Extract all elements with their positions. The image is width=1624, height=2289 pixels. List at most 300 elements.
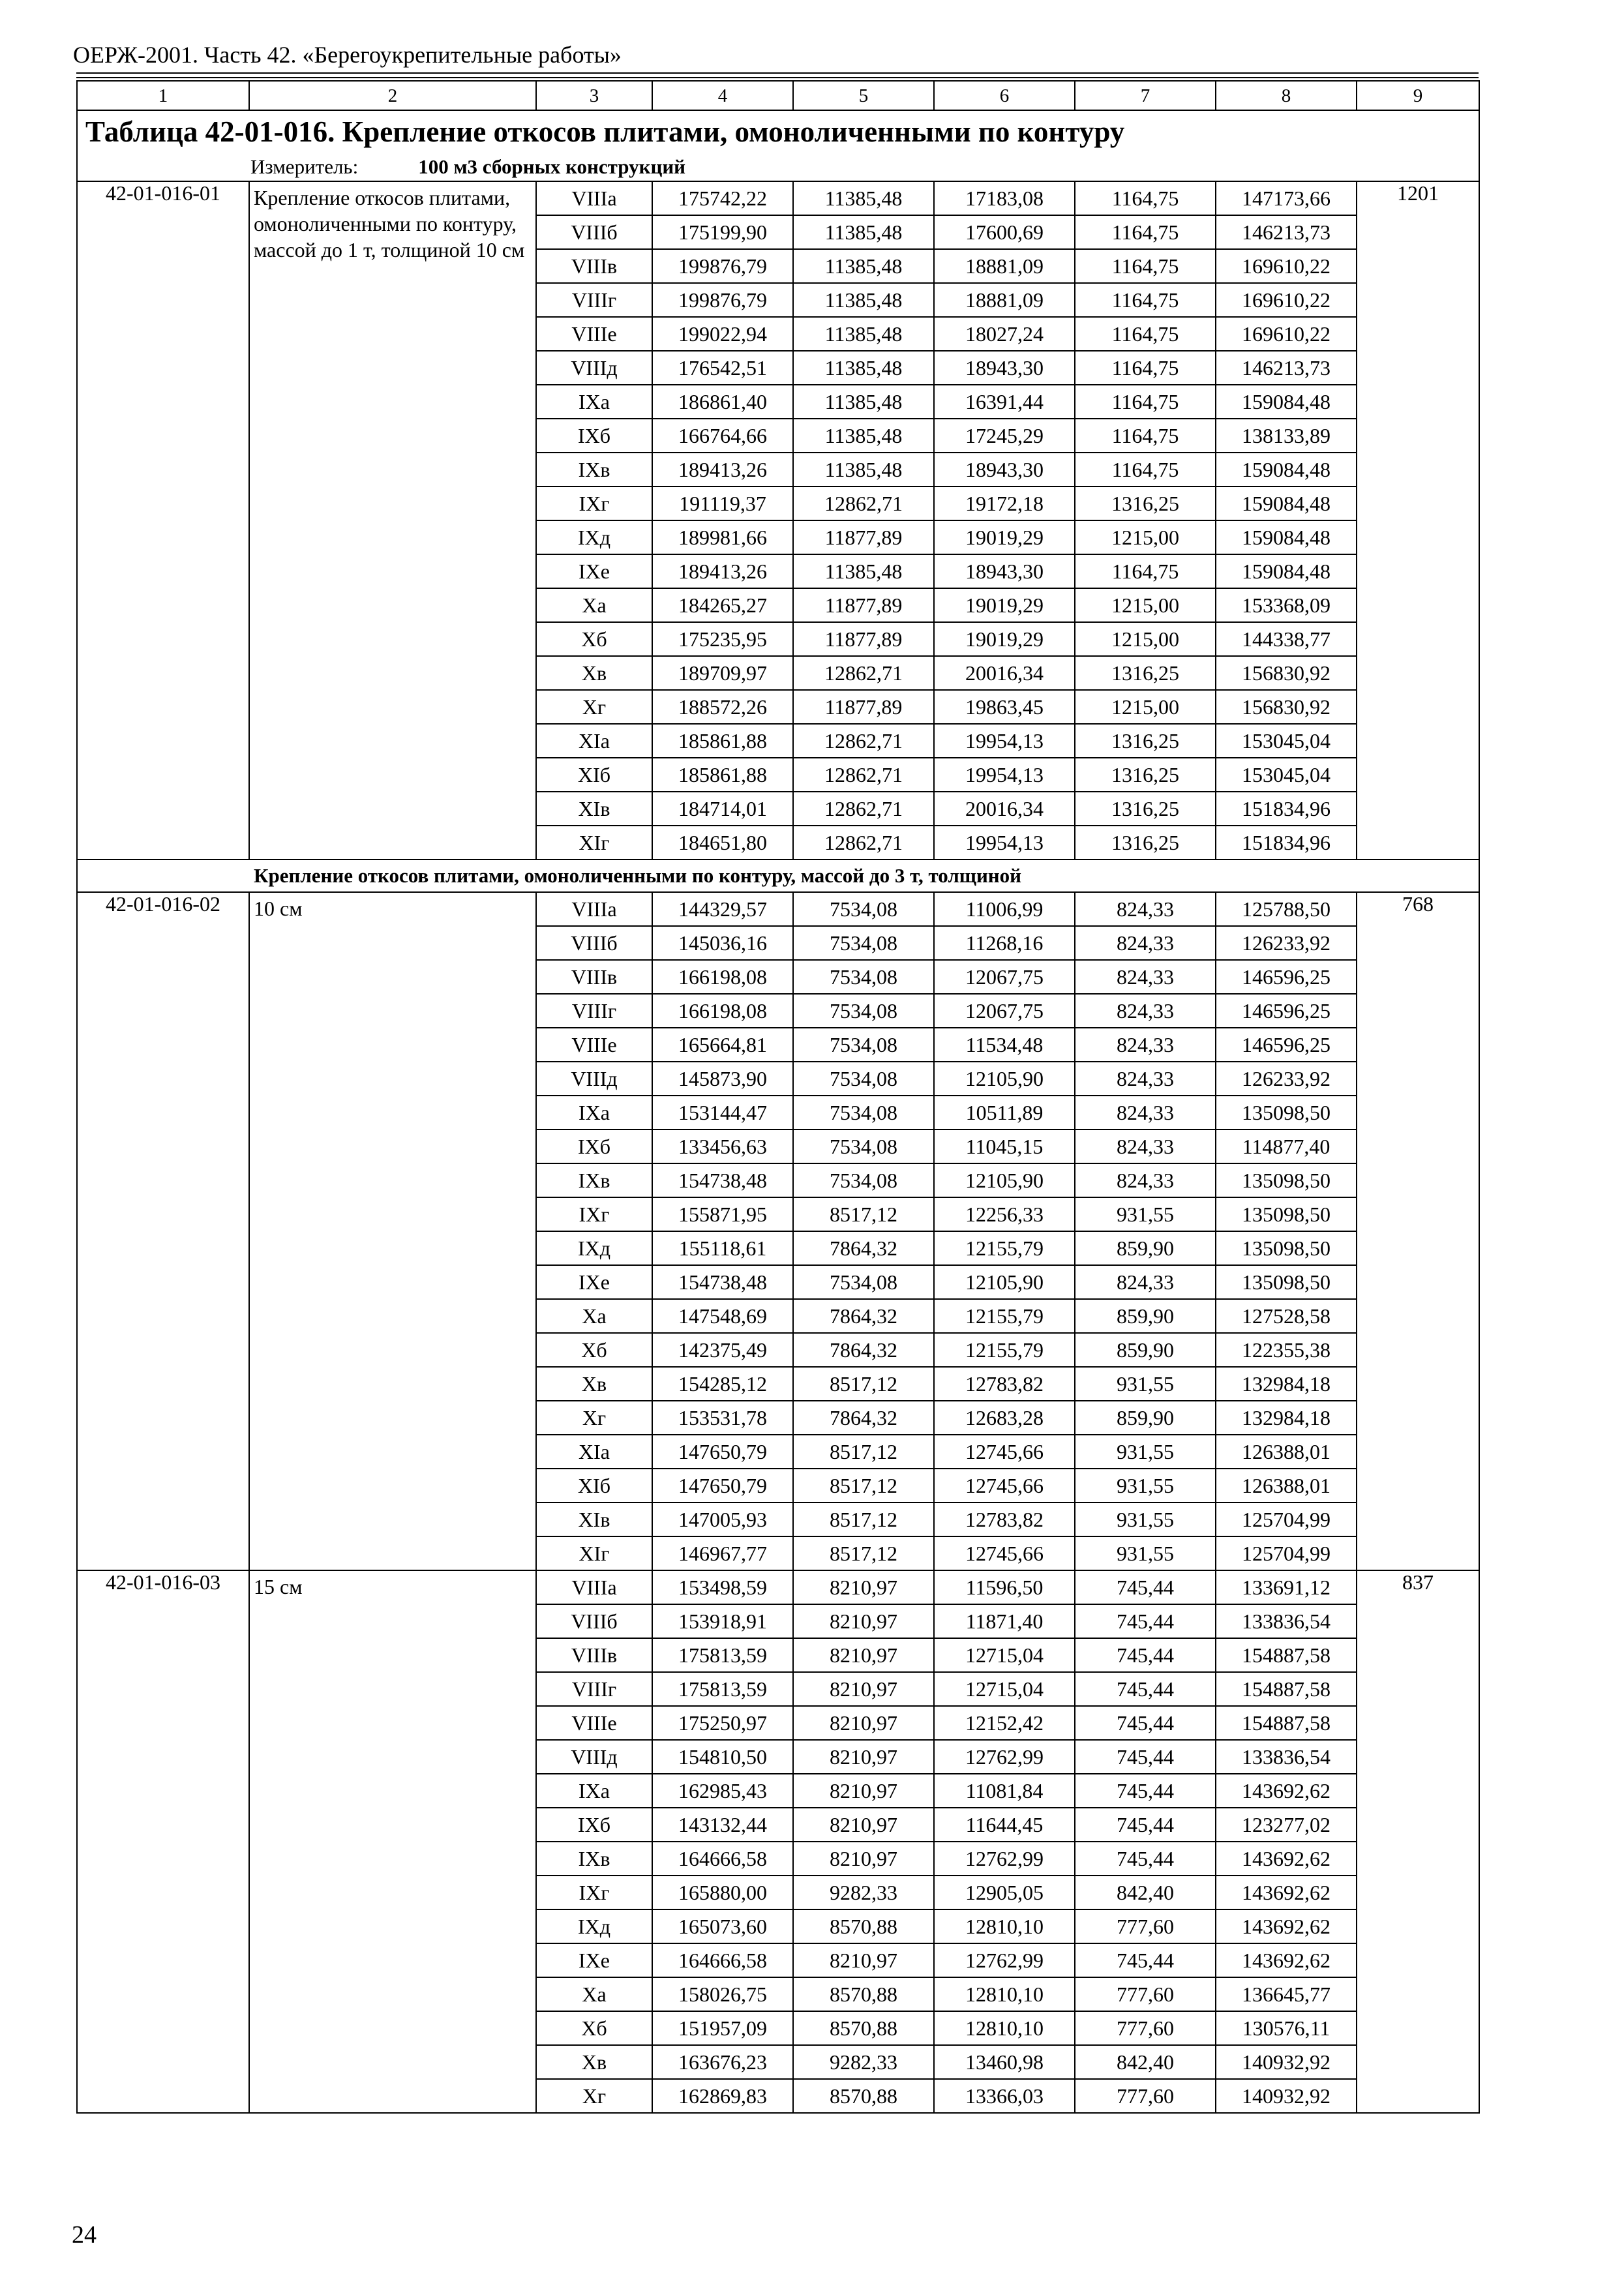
value-cell: 191119,37 — [652, 486, 793, 520]
value-cell: 859,90 — [1075, 1401, 1216, 1435]
value-cell: 824,33 — [1075, 1062, 1216, 1096]
column-number-row — [77, 81, 1479, 110]
value-cell: 842,40 — [1075, 2045, 1216, 2079]
value-cell: 175742,22 — [652, 181, 793, 215]
value-cell: 1164,75 — [1075, 453, 1216, 486]
value-cell: 133691,12 — [1216, 1570, 1357, 1604]
value-cell: 8517,12 — [793, 1367, 934, 1401]
value-cell: 143692,62 — [1216, 1943, 1357, 1977]
value-cell: 11268,16 — [934, 926, 1075, 960]
value-cell: 12783,82 — [934, 1367, 1075, 1401]
value-cell: 11385,48 — [793, 385, 934, 419]
value-cell: 824,33 — [1075, 1028, 1216, 1062]
value-cell: 824,33 — [1075, 926, 1216, 960]
value-cell: 1316,25 — [1075, 486, 1216, 520]
value-cell: 155118,61 — [652, 1231, 793, 1265]
value-cell: 132984,18 — [1216, 1367, 1357, 1401]
value-cell: 188572,26 — [652, 690, 793, 724]
value-cell: 8517,12 — [793, 1469, 934, 1503]
zone-cell: IXб — [536, 419, 652, 453]
zone-cell: Xг — [536, 1401, 652, 1435]
section-title: Крепление откосов плитами, омоноличенными по контуру, массой до 3 т, толщиной — [77, 860, 1479, 892]
value-cell: 8210,97 — [793, 1740, 934, 1774]
value-cell: 114877,40 — [1216, 1130, 1357, 1163]
value-cell: 199876,79 — [652, 249, 793, 283]
value-cell: 8570,88 — [793, 2011, 934, 2045]
value-cell: 8210,97 — [793, 1842, 934, 1876]
value-cell: 7534,08 — [793, 1096, 934, 1130]
zone-cell: IXв — [536, 453, 652, 486]
value-cell: 8210,97 — [793, 1604, 934, 1638]
value-cell: 126233,92 — [1216, 926, 1357, 960]
value-cell: 19019,29 — [934, 520, 1075, 554]
value-cell: 142375,49 — [652, 1333, 793, 1367]
value-cell: 12862,71 — [793, 792, 934, 826]
zone-cell: IXг — [536, 1197, 652, 1231]
zone-cell: IXе — [536, 1943, 652, 1977]
value-cell: 9282,33 — [793, 2045, 934, 2079]
page-number: 24 — [72, 2221, 97, 2249]
value-cell: 125704,99 — [1216, 1536, 1357, 1570]
value-cell: 153368,09 — [1216, 588, 1357, 622]
value-cell: 143132,44 — [652, 1808, 793, 1842]
value-cell: 745,44 — [1075, 1774, 1216, 1808]
value-cell: 777,60 — [1075, 2079, 1216, 2113]
zone-cell: VIIIб — [536, 1604, 652, 1638]
value-cell: 154285,12 — [652, 1367, 793, 1401]
value-cell: 159084,48 — [1216, 520, 1357, 554]
value-cell: 1316,25 — [1075, 826, 1216, 860]
value-cell: 1316,25 — [1075, 758, 1216, 792]
value-cell: 125704,99 — [1216, 1503, 1357, 1536]
value-cell: 11045,15 — [934, 1130, 1075, 1163]
value-cell: 12256,33 — [934, 1197, 1075, 1231]
value-cell: 154887,58 — [1216, 1672, 1357, 1706]
value-cell: 175813,59 — [652, 1672, 793, 1706]
column-9-value: 1201 — [1357, 181, 1479, 860]
value-cell: 12810,10 — [934, 1977, 1075, 2011]
value-cell: 166764,66 — [652, 419, 793, 453]
value-cell: 11385,48 — [793, 554, 934, 588]
value-cell: 164666,58 — [652, 1943, 793, 1977]
value-cell: 745,44 — [1075, 1740, 1216, 1774]
zone-cell: XIв — [536, 1503, 652, 1536]
value-cell: 126233,92 — [1216, 1062, 1357, 1096]
header-rule — [76, 77, 1479, 78]
unit-value: 100 м3 сборных конструкций — [418, 155, 686, 178]
value-cell: 8517,12 — [793, 1536, 934, 1570]
value-cell: 824,33 — [1075, 960, 1216, 994]
value-cell: 7534,08 — [793, 892, 934, 926]
value-cell: 11877,89 — [793, 622, 934, 656]
value-cell: 12783,82 — [934, 1503, 1075, 1536]
value-cell: 12155,79 — [934, 1231, 1075, 1265]
value-cell: 165664,81 — [652, 1028, 793, 1062]
value-cell: 17600,69 — [934, 215, 1075, 249]
zone-cell: VIIIд — [536, 351, 652, 385]
value-cell: 931,55 — [1075, 1469, 1216, 1503]
value-cell: 136645,77 — [1216, 1977, 1357, 2011]
zone-cell: Xа — [536, 1299, 652, 1333]
zone-cell: XIб — [536, 758, 652, 792]
value-cell: 11385,48 — [793, 215, 934, 249]
zone-cell: VIIIг — [536, 1672, 652, 1706]
value-cell: 184714,01 — [652, 792, 793, 826]
value-cell: 189413,26 — [652, 453, 793, 486]
table-row — [77, 181, 1479, 215]
value-cell: 133836,54 — [1216, 1740, 1357, 1774]
value-cell: 18943,30 — [934, 554, 1075, 588]
value-cell: 154887,58 — [1216, 1638, 1357, 1672]
value-cell: 144338,77 — [1216, 622, 1357, 656]
value-cell: 125788,50 — [1216, 892, 1357, 926]
value-cell: 166198,08 — [652, 994, 793, 1028]
value-cell: 185861,88 — [652, 758, 793, 792]
value-cell: 185861,88 — [652, 724, 793, 758]
value-cell: 11877,89 — [793, 520, 934, 554]
value-cell: 1164,75 — [1075, 249, 1216, 283]
value-cell: 8210,97 — [793, 1943, 934, 1977]
value-cell: 1164,75 — [1075, 215, 1216, 249]
position-name: 15 см — [249, 1570, 536, 2113]
value-cell: 162985,43 — [652, 1774, 793, 1808]
value-cell: 132984,18 — [1216, 1401, 1357, 1435]
value-cell: 151957,09 — [652, 2011, 793, 2045]
zone-cell: Xв — [536, 1367, 652, 1401]
value-cell: 12862,71 — [793, 758, 934, 792]
value-cell: 745,44 — [1075, 1808, 1216, 1842]
value-cell: 144329,57 — [652, 892, 793, 926]
value-cell: 11385,48 — [793, 181, 934, 215]
table-row — [77, 892, 1479, 926]
zone-cell: IXе — [536, 554, 652, 588]
value-cell: 156830,92 — [1216, 690, 1357, 724]
value-cell: 12105,90 — [934, 1265, 1075, 1299]
zone-cell: VIIIа — [536, 181, 652, 215]
value-cell: 19019,29 — [934, 622, 1075, 656]
position-name: Крепление откосов плитами, омоноличенными по контуру, массой до 1 т, толщиной 10 см — [249, 181, 536, 860]
value-cell: 1215,00 — [1075, 588, 1216, 622]
value-cell: 745,44 — [1075, 1638, 1216, 1672]
value-cell: 159084,48 — [1216, 385, 1357, 419]
value-cell: 824,33 — [1075, 1163, 1216, 1197]
value-cell: 16391,44 — [934, 385, 1075, 419]
value-cell: 156830,92 — [1216, 656, 1357, 690]
value-cell: 133836,54 — [1216, 1604, 1357, 1638]
value-cell: 199022,94 — [652, 317, 793, 351]
value-cell: 147650,79 — [652, 1469, 793, 1503]
value-cell: 12862,71 — [793, 486, 934, 520]
value-cell: 127528,58 — [1216, 1299, 1357, 1333]
value-cell: 20016,34 — [934, 656, 1075, 690]
value-cell: 146596,25 — [1216, 960, 1357, 994]
value-cell: 9282,33 — [793, 1876, 934, 1909]
value-cell: 184265,27 — [652, 588, 793, 622]
value-cell: 164666,58 — [652, 1842, 793, 1876]
value-cell: 135098,50 — [1216, 1265, 1357, 1299]
value-cell: 7864,32 — [793, 1333, 934, 1367]
value-cell: 175813,59 — [652, 1638, 793, 1672]
value-cell: 147650,79 — [652, 1435, 793, 1469]
zone-cell: Xв — [536, 656, 652, 690]
zone-cell: Xб — [536, 1333, 652, 1367]
value-cell: 146213,73 — [1216, 351, 1357, 385]
value-cell: 145036,16 — [652, 926, 793, 960]
value-cell: 169610,22 — [1216, 283, 1357, 317]
zone-cell: IXв — [536, 1163, 652, 1197]
value-cell: 745,44 — [1075, 1604, 1216, 1638]
value-cell: 12152,42 — [934, 1706, 1075, 1740]
value-cell: 176542,51 — [652, 351, 793, 385]
position-code: 42-01-016-02 — [77, 892, 249, 1570]
value-cell: 12862,71 — [793, 656, 934, 690]
value-cell: 153045,04 — [1216, 724, 1357, 758]
value-cell: 931,55 — [1075, 1435, 1216, 1469]
value-cell: 8570,88 — [793, 2079, 934, 2113]
zone-cell: VIIIв — [536, 1638, 652, 1672]
value-cell: 158026,75 — [652, 1977, 793, 2011]
value-cell: 745,44 — [1075, 1706, 1216, 1740]
zone-cell: VIIIе — [536, 317, 652, 351]
value-cell: 8210,97 — [793, 1672, 934, 1706]
zone-cell: VIIIд — [536, 1062, 652, 1096]
zone-cell: Xа — [536, 1977, 652, 2011]
zone-cell: VIIIв — [536, 960, 652, 994]
value-cell: 1164,75 — [1075, 351, 1216, 385]
value-cell: 11006,99 — [934, 892, 1075, 926]
value-cell: 1164,75 — [1075, 317, 1216, 351]
column-number: 9 — [1357, 81, 1479, 110]
value-cell: 12067,75 — [934, 994, 1075, 1028]
value-cell: 199876,79 — [652, 283, 793, 317]
value-cell: 146596,25 — [1216, 1028, 1357, 1062]
zone-cell: IXд — [536, 520, 652, 554]
value-cell: 133456,63 — [652, 1130, 793, 1163]
zone-cell: IXа — [536, 385, 652, 419]
table-body — [77, 81, 1479, 2113]
value-cell: 8210,97 — [793, 1638, 934, 1672]
unit-label: Измеритель: — [250, 155, 359, 178]
value-cell: 165880,00 — [652, 1876, 793, 1909]
value-cell: 159084,48 — [1216, 486, 1357, 520]
value-cell: 130576,11 — [1216, 2011, 1357, 2045]
zone-cell: VIIIб — [536, 926, 652, 960]
value-cell: 824,33 — [1075, 892, 1216, 926]
value-cell: 138133,89 — [1216, 419, 1357, 453]
value-cell: 147005,93 — [652, 1503, 793, 1536]
value-cell: 10511,89 — [934, 1096, 1075, 1130]
value-cell: 7534,08 — [793, 994, 934, 1028]
value-cell: 159084,48 — [1216, 453, 1357, 486]
value-cell: 12862,71 — [793, 724, 934, 758]
value-cell: 859,90 — [1075, 1333, 1216, 1367]
value-cell: 745,44 — [1075, 1672, 1216, 1706]
value-cell: 11385,48 — [793, 351, 934, 385]
value-cell: 7534,08 — [793, 1062, 934, 1096]
value-cell: 166198,08 — [652, 960, 793, 994]
position-name: 10 см — [249, 892, 536, 1570]
unit-row — [77, 153, 1479, 181]
value-cell: 146213,73 — [1216, 215, 1357, 249]
value-cell: 12762,99 — [934, 1842, 1075, 1876]
value-cell: 162869,83 — [652, 2079, 793, 2113]
value-cell: 12105,90 — [934, 1062, 1075, 1096]
zone-cell: Xг — [536, 690, 652, 724]
zone-cell: IXа — [536, 1774, 652, 1808]
zone-cell: IXг — [536, 486, 652, 520]
header-rule — [76, 72, 1479, 74]
value-cell: 18943,30 — [934, 351, 1075, 385]
zone-cell: IXд — [536, 1231, 652, 1265]
value-cell: 19954,13 — [934, 758, 1075, 792]
zone-cell: IXг — [536, 1876, 652, 1909]
value-cell: 7534,08 — [793, 1028, 934, 1062]
value-cell: 931,55 — [1075, 1503, 1216, 1536]
value-cell: 931,55 — [1075, 1367, 1216, 1401]
value-cell: 11877,89 — [793, 690, 934, 724]
value-cell: 135098,50 — [1216, 1231, 1357, 1265]
value-cell: 8210,97 — [793, 1570, 934, 1604]
value-cell: 12745,66 — [934, 1435, 1075, 1469]
value-cell: 11596,50 — [934, 1570, 1075, 1604]
value-cell: 122355,38 — [1216, 1333, 1357, 1367]
value-cell: 1164,75 — [1075, 554, 1216, 588]
value-cell: 12067,75 — [934, 960, 1075, 994]
value-cell: 7864,32 — [793, 1401, 934, 1435]
zone-cell: XIб — [536, 1469, 652, 1503]
value-cell: 7534,08 — [793, 1163, 934, 1197]
value-cell: 7864,32 — [793, 1231, 934, 1265]
zone-cell: IXв — [536, 1842, 652, 1876]
value-cell: 8570,88 — [793, 1977, 934, 2011]
value-cell: 12683,28 — [934, 1401, 1075, 1435]
value-cell: 12905,05 — [934, 1876, 1075, 1909]
value-cell: 143692,62 — [1216, 1876, 1357, 1909]
value-cell: 842,40 — [1075, 1876, 1216, 1909]
value-cell: 154738,48 — [652, 1265, 793, 1299]
value-cell: 777,60 — [1075, 1909, 1216, 1943]
value-cell: 1215,00 — [1075, 622, 1216, 656]
value-cell: 12155,79 — [934, 1299, 1075, 1333]
column-9-value: 768 — [1357, 892, 1479, 1570]
value-cell: 153144,47 — [652, 1096, 793, 1130]
value-cell: 12715,04 — [934, 1638, 1075, 1672]
value-cell: 11385,48 — [793, 317, 934, 351]
value-cell: 777,60 — [1075, 2011, 1216, 2045]
zone-cell: VIIIе — [536, 1706, 652, 1740]
position-code: 42-01-016-01 — [77, 181, 249, 860]
value-cell: 931,55 — [1075, 1536, 1216, 1570]
value-cell: 12155,79 — [934, 1333, 1075, 1367]
zone-cell: VIIIб — [536, 215, 652, 249]
value-cell: 859,90 — [1075, 1231, 1216, 1265]
value-cell: 143692,62 — [1216, 1842, 1357, 1876]
value-cell: 8210,97 — [793, 1774, 934, 1808]
value-cell: 11385,48 — [793, 419, 934, 453]
position-code: 42-01-016-03 — [77, 1570, 249, 2113]
value-cell: 1164,75 — [1075, 419, 1216, 453]
price-table — [76, 80, 1480, 2114]
value-cell: 145873,90 — [652, 1062, 793, 1096]
value-cell: 189981,66 — [652, 520, 793, 554]
zone-cell: IXе — [536, 1265, 652, 1299]
value-cell: 126388,01 — [1216, 1435, 1357, 1469]
value-cell: 824,33 — [1075, 1130, 1216, 1163]
value-cell: 189709,97 — [652, 656, 793, 690]
value-cell: 7534,08 — [793, 1265, 934, 1299]
value-cell: 745,44 — [1075, 1842, 1216, 1876]
value-cell: 824,33 — [1075, 1265, 1216, 1299]
zone-cell: VIIIа — [536, 1570, 652, 1604]
zone-cell: IXа — [536, 1096, 652, 1130]
column-number: 1 — [77, 81, 249, 110]
value-cell: 147548,69 — [652, 1299, 793, 1333]
value-cell: 153045,04 — [1216, 758, 1357, 792]
value-cell: 135098,50 — [1216, 1096, 1357, 1130]
column-number: 6 — [934, 81, 1075, 110]
zone-cell: VIIIг — [536, 994, 652, 1028]
zone-cell: VIIIв — [536, 249, 652, 283]
value-cell: 11081,84 — [934, 1774, 1075, 1808]
table-row — [77, 1570, 1479, 1604]
unit-cell — [77, 153, 1479, 181]
value-cell: 1316,25 — [1075, 724, 1216, 758]
value-cell: 19863,45 — [934, 690, 1075, 724]
value-cell: 12810,10 — [934, 1909, 1075, 1943]
value-cell: 1164,75 — [1075, 385, 1216, 419]
value-cell: 13366,03 — [934, 2079, 1075, 2113]
value-cell: 7864,32 — [793, 1299, 934, 1333]
value-cell: 153498,59 — [652, 1570, 793, 1604]
value-cell: 11871,40 — [934, 1604, 1075, 1638]
value-cell: 859,90 — [1075, 1299, 1216, 1333]
page-header: ОЕРЖ-2001. Часть 42. «Берегоукрепительные работы» — [73, 42, 622, 68]
value-cell: 7534,08 — [793, 960, 934, 994]
zone-cell: IXд — [536, 1909, 652, 1943]
value-cell: 154738,48 — [652, 1163, 793, 1197]
value-cell: 175235,95 — [652, 622, 793, 656]
value-cell: 777,60 — [1075, 1977, 1216, 2011]
zone-cell: XIв — [536, 792, 652, 826]
value-cell: 18943,30 — [934, 453, 1075, 486]
value-cell: 169610,22 — [1216, 317, 1357, 351]
value-cell: 11385,48 — [793, 249, 934, 283]
value-cell: 12745,66 — [934, 1469, 1075, 1503]
value-cell: 12745,66 — [934, 1536, 1075, 1570]
zone-cell: VIIIд — [536, 1740, 652, 1774]
value-cell: 1164,75 — [1075, 181, 1216, 215]
value-cell: 1215,00 — [1075, 520, 1216, 554]
value-cell: 19172,18 — [934, 486, 1075, 520]
value-cell: 824,33 — [1075, 1096, 1216, 1130]
zone-cell: VIIIе — [536, 1028, 652, 1062]
zone-cell: VIIIг — [536, 283, 652, 317]
value-cell: 151834,96 — [1216, 792, 1357, 826]
value-cell: 153531,78 — [652, 1401, 793, 1435]
value-cell: 11877,89 — [793, 588, 934, 622]
value-cell: 11534,48 — [934, 1028, 1075, 1062]
value-cell: 189413,26 — [652, 554, 793, 588]
column-number: 8 — [1216, 81, 1357, 110]
value-cell: 126388,01 — [1216, 1469, 1357, 1503]
value-cell: 745,44 — [1075, 1570, 1216, 1604]
value-cell: 169610,22 — [1216, 249, 1357, 283]
value-cell: 146596,25 — [1216, 994, 1357, 1028]
value-cell: 159084,48 — [1216, 554, 1357, 588]
value-cell: 7534,08 — [793, 926, 934, 960]
value-cell: 186861,40 — [652, 385, 793, 419]
value-cell: 155871,95 — [652, 1197, 793, 1231]
